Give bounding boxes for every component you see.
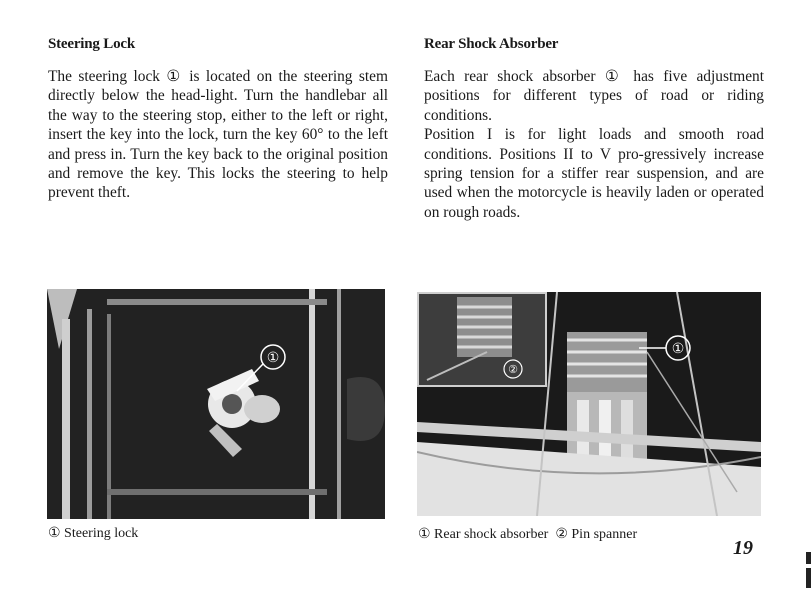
rear-shock-text-1: Each rear shock absorber ① has five adjustment positions for different types of road or riding conditions. (424, 68, 764, 124)
steering-lock-photo (47, 289, 385, 519)
rear-shock-photo (417, 292, 761, 516)
edge-mark (806, 552, 811, 564)
left-column (48, 36, 388, 203)
steering-lock-illustration (47, 289, 385, 519)
rear-shock-caption: ① Rear shock absorber ② Pin spanner (418, 527, 638, 542)
right-column (424, 36, 764, 222)
steering-lock-caption: ① Steering lock (48, 526, 139, 541)
rear-shock-illustration (417, 292, 761, 516)
steering-lock-text: The steering lock ① is located on the steering stem directly below the head-light. Turn the handlebar all the way to the steering stop, either to the left or right, insert the key into the lock, turn the key 60° to the left and press in. Turn the key back to the original position and remove the key. This locks the steering to help prevent theft. (48, 68, 388, 202)
steering-lock-heading: Steering Lock (48, 36, 135, 52)
shock-absorber-callout: ① (671, 342, 685, 357)
edge-mark (806, 568, 811, 588)
pin-spanner-callout: ② (508, 364, 518, 376)
rear-shock-heading: Rear Shock Absorber (424, 36, 559, 52)
steering-lock-callout: ① (266, 351, 280, 366)
page-number: 19 (733, 537, 753, 559)
rear-shock-text-2: Position I is for light loads and smooth road conditions. Positions II to V pro-gressively increase spring tension for a stiffer rear suspension, and are used when the motorcycle is heavily laden or operated on rough roads. (424, 126, 764, 221)
